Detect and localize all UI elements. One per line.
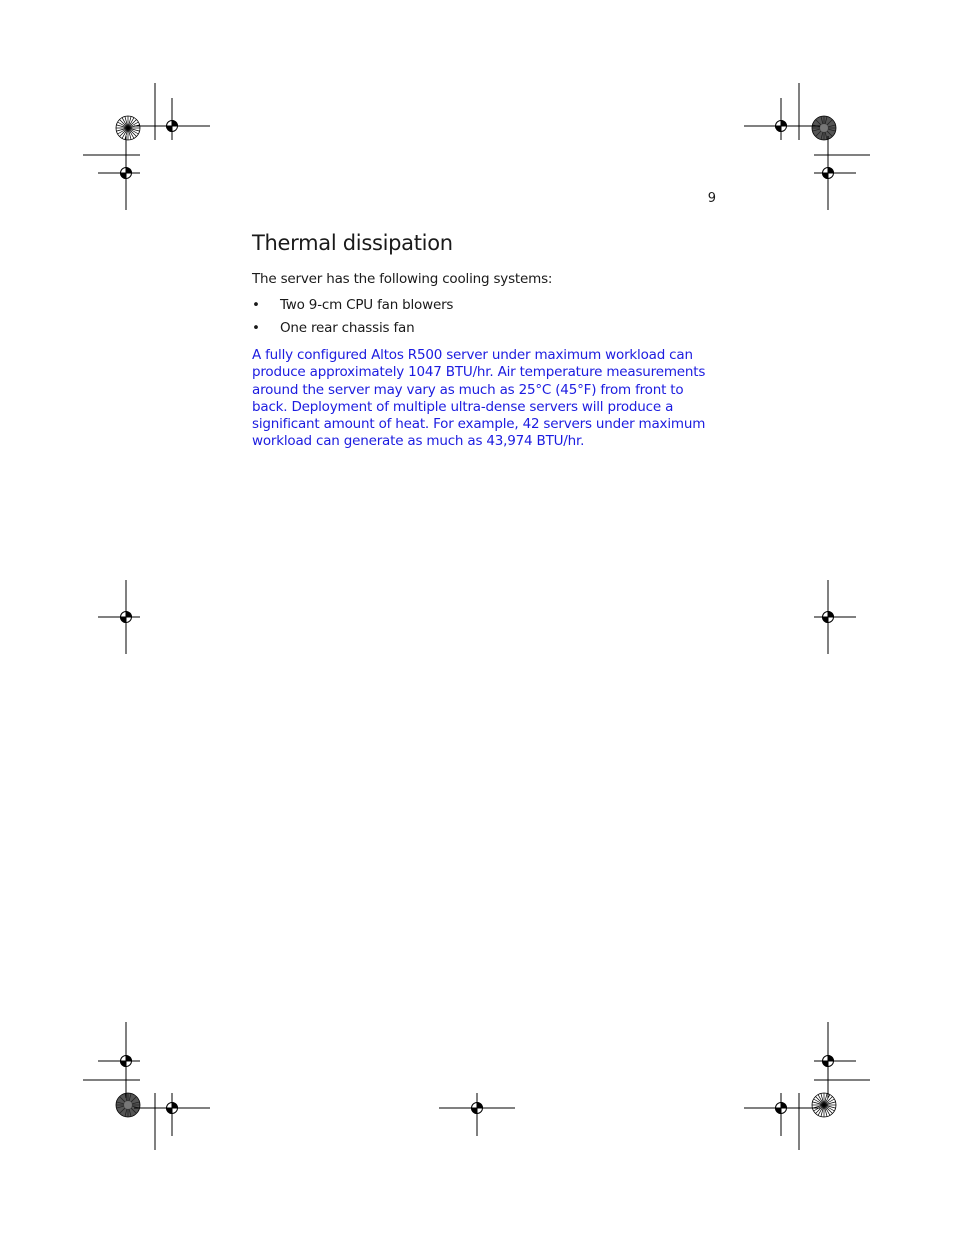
star-target-icon [116,1093,140,1117]
registration-mark [814,1022,856,1098]
star-target-icon [116,116,140,140]
bullet-icon: • [252,320,260,336]
registration-mark [98,580,140,654]
registration-mark [98,1022,140,1098]
list-item-text: Two 9-cm CPU fan blowers [280,297,454,313]
crop-mark [799,1080,870,1150]
star-target-icon [812,1093,836,1117]
registration-mark [814,136,856,210]
registration-mark [744,98,820,140]
list-item-text: One rear chassis fan [280,320,415,336]
crop-mark [83,1080,155,1150]
crop-mark [83,83,155,155]
section-heading: Thermal dissipation [252,231,453,255]
crop-mark [799,83,870,155]
star-target-icon [812,116,836,140]
registration-mark [439,1093,515,1136]
page-number: 9 [707,191,716,206]
registration-mark [134,98,210,140]
registration-mark [134,1093,210,1136]
bullet-icon: • [252,297,260,313]
registration-mark [744,1093,820,1136]
registration-mark [98,136,140,210]
heat-note-paragraph: A fully configured Altos R500 server under maximum workload can produce approximately 1047 BTU/hr. Air temperature measurements around the server may vary as much as 25°C (45°F) from front to back. Deployment of multiple ultra-dense servers will produce a significant amount of heat. For example, 42 servers under maximum workload can generate as much as 43,974 BTU/hr. [252,347,706,450]
registration-mark [814,580,856,654]
intro-paragraph: The server has the following cooling systems: [252,271,553,287]
